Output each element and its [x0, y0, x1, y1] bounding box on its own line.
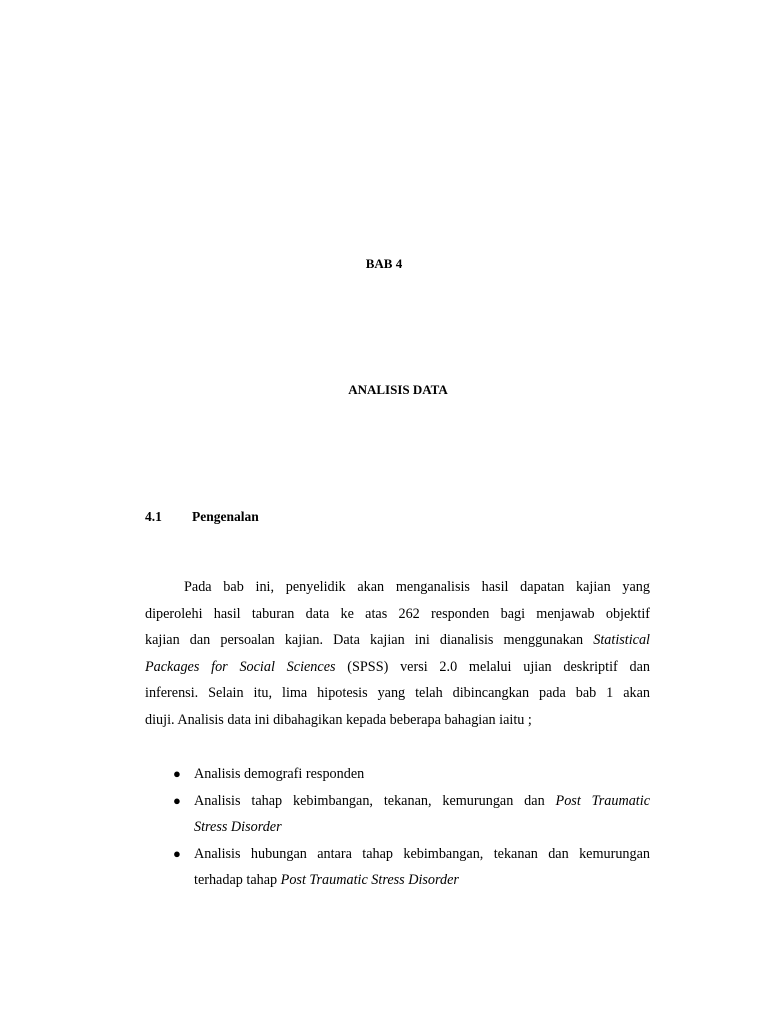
paragraph-text: kajian dan persoalan kajian. Data kajian ini dianalisis menggunakan [145, 632, 594, 648]
paragraph-text: (SPSS) versi 2.0 melalui ujian deskriptif dan [335, 658, 651, 675]
section-title: Pengenalan [192, 509, 259, 524]
paragraph-line: Pada bab ini, penyelidik akan menganalisis hasil dapatan kajian yang [184, 579, 650, 595]
bullet-icon: ● [173, 845, 181, 861]
paragraph-line [145, 627, 650, 654]
list-item-text: terhadap tahap [194, 872, 281, 888]
section-number: 4.1 [145, 509, 162, 524]
list-item-line [194, 814, 650, 841]
section-heading [145, 509, 259, 525]
paragraph-line [145, 654, 650, 681]
chapter-label: BAB 4 [365, 256, 403, 271]
list-item [145, 841, 650, 894]
paragraph-line: diuji. Analisis data ini dibahagikan kepada beberapa bahagian iaitu ; [145, 711, 532, 728]
list-item [145, 788, 650, 841]
list-item-italic-text: Stress Disorder [194, 819, 282, 835]
list-item-line [194, 788, 650, 815]
intro-paragraph [145, 574, 650, 733]
paragraph-italic-text: Statistical [593, 632, 650, 648]
list-item-text: Analisis demografi responden [194, 766, 365, 782]
bullet-list [145, 761, 650, 894]
paragraph-italic-text: Packages for Social Sciences [145, 658, 336, 675]
chapter-title: ANALISIS DATA [348, 382, 448, 397]
list-item-italic-text: Post Traumatic Stress Disorder [280, 872, 459, 888]
paragraph-line: inferensi. Selain itu, lima hipotesis yang telah dibincangkan pada bab 1 akan [145, 685, 650, 701]
list-item-italic-text: Post Traumatic [555, 792, 650, 809]
bullet-icon: ● [173, 792, 181, 808]
list-item [145, 761, 650, 788]
bullet-icon: ● [173, 766, 181, 781]
list-item-line [194, 867, 650, 894]
list-item-line: Analisis hubungan antara tahap kebimbangan, tekanan dan kemurungan [194, 845, 650, 862]
list-item-text: Analisis tahap kebimbangan, tekanan, kemurungan dan [194, 792, 556, 809]
paragraph-line: diperolehi hasil taburan data ke atas 262 responden bagi menjawab objektif [145, 605, 650, 622]
